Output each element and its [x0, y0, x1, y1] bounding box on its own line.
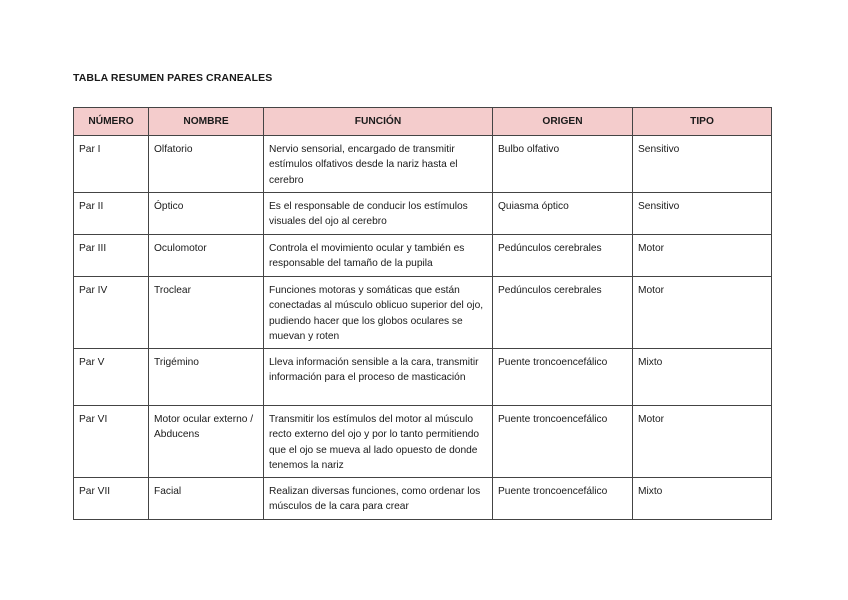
cell-numero: Par II	[74, 192, 149, 234]
cell-tipo: Sensitivo	[633, 192, 772, 234]
cell-origen: Pedúnculos cerebrales	[493, 276, 633, 348]
table-row	[74, 234, 772, 276]
page-title: TABLA RESUMEN PARES CRANEALES	[73, 72, 273, 84]
table-row	[74, 348, 772, 405]
cell-tipo: Mixto	[633, 477, 772, 519]
cell-numero: Par VI	[74, 405, 149, 477]
cell-origen: Pedúnculos cerebrales	[493, 234, 633, 276]
cell-funcion: Funciones motoras y somáticas que están conectadas al músculo oblicuo superior del ojo, pudiendo hacer que los globos oculares se muevan y roten	[264, 276, 493, 348]
header-nombre: NOMBRE	[149, 108, 264, 136]
cell-nombre: Troclear	[149, 276, 264, 348]
cell-numero: Par III	[74, 234, 149, 276]
header-funcion: FUNCIÓN	[264, 108, 493, 136]
cell-numero: Par VII	[74, 477, 149, 519]
cell-origen: Quiasma óptico	[493, 192, 633, 234]
cell-nombre: Trigémino	[149, 348, 264, 405]
cell-tipo: Motor	[633, 234, 772, 276]
table-row	[74, 192, 772, 234]
header-tipo: TIPO	[633, 108, 772, 136]
cell-origen: Puente troncoencefálico	[493, 348, 633, 405]
table-row	[74, 405, 772, 477]
cell-tipo: Sensitivo	[633, 135, 772, 192]
cell-numero: Par V	[74, 348, 149, 405]
cell-nombre: Motor ocular externo / Abducens	[149, 405, 264, 477]
cell-nombre: Oculomotor	[149, 234, 264, 276]
table-row	[74, 135, 772, 192]
cell-nombre: Olfatorio	[149, 135, 264, 192]
cell-funcion: Realizan diversas funciones, como ordenar los músculos de la cara para crear	[264, 477, 493, 519]
cell-nombre: Óptico	[149, 192, 264, 234]
cell-tipo: Mixto	[633, 348, 772, 405]
header-numero: NÚMERO	[74, 108, 149, 136]
table-row	[74, 276, 772, 348]
cell-funcion: Es el responsable de conducir los estímulos visuales del ojo al cerebro	[264, 192, 493, 234]
cell-tipo: Motor	[633, 276, 772, 348]
cell-tipo: Motor	[633, 405, 772, 477]
table-header-row	[74, 108, 772, 136]
cell-funcion: Controla el movimiento ocular y también es responsable del tamaño de la pupila	[264, 234, 493, 276]
cell-numero: Par IV	[74, 276, 149, 348]
cell-origen: Puente troncoencefálico	[493, 405, 633, 477]
cell-funcion: Lleva información sensible a la cara, transmitir información para el proceso de masticación	[264, 348, 493, 405]
cell-origen: Puente troncoencefálico	[493, 477, 633, 519]
cell-nombre: Facial	[149, 477, 264, 519]
cell-funcion: Transmitir los estímulos del motor al músculo recto externo del ojo y por lo tanto permitiendo que el ojo se mueva al lado opuesto de donde tenemos la nariz	[264, 405, 493, 477]
header-origen: ORIGEN	[493, 108, 633, 136]
table-row	[74, 477, 772, 519]
cranial-nerves-table	[73, 107, 772, 520]
cell-funcion: Nervio sensorial, encargado de transmitir estímulos olfativos desde la nariz hasta el cerebro	[264, 135, 493, 192]
cell-numero: Par I	[74, 135, 149, 192]
cell-origen: Bulbo olfativo	[493, 135, 633, 192]
